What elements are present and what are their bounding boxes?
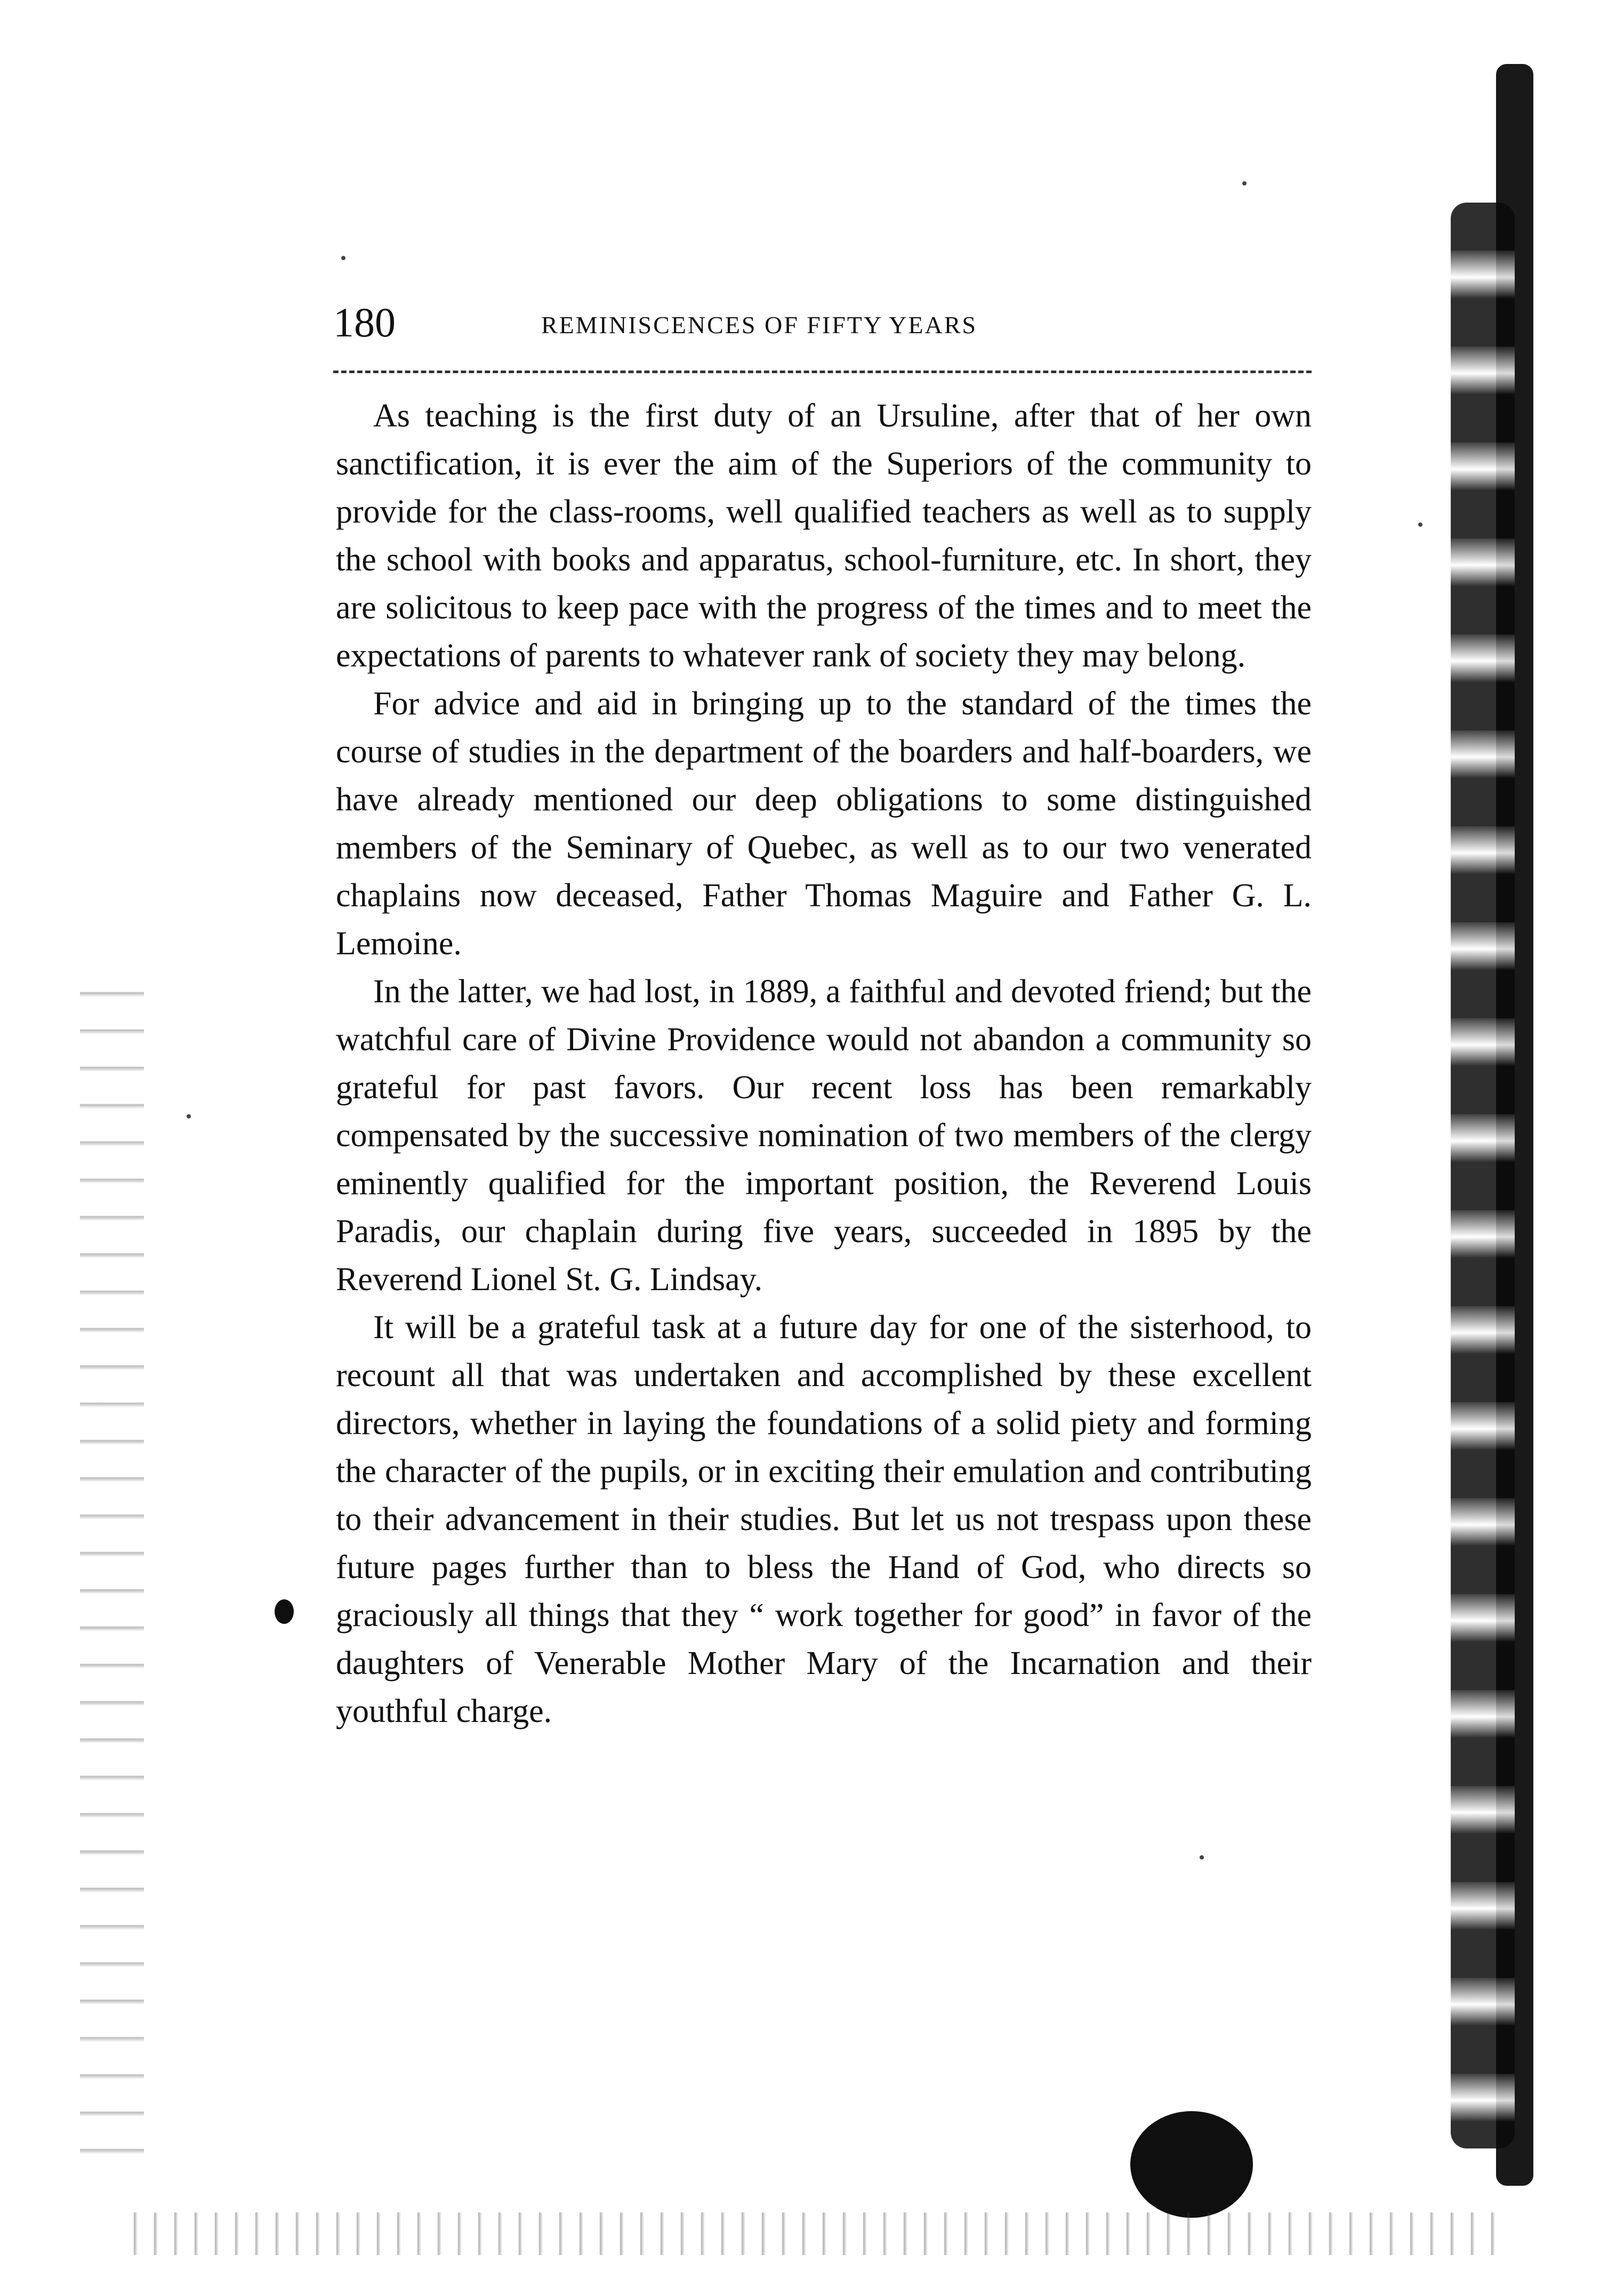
scan-edge-noise [80, 960, 144, 2186]
page-number: 180 [333, 299, 396, 345]
paragraph-4: It will be a grateful task at a future day for one of the sisterhood, to recount all that was undertaken and accomplished by these excellent directors, whether in laying the foundations of a solid piety and forming the character of the pupils, or in exciting their emulation and contributing to their advancement in their studies. But let us not trespass upon these future pages further than to bless the Hand of God, who directs so graciously all things that they “ work together for good” in favor of the daughters of Venerable Mother Mary of the Incarnation and their youthful charge. [336, 1309, 1312, 1729]
scan-speck [187, 1114, 191, 1118]
scan-speck [1418, 522, 1422, 527]
scan-speck [341, 256, 345, 260]
scan-speck [1242, 181, 1247, 186]
paragraph-1: As teaching is the first duty of an Ursuline, after that of her own sanctification, it is ever the aim of the Superiors of the community to provide for the class-rooms, well qualified teachers as well as to supply the school with books and apparatus, school-furniture, etc. In short, they are solicitous to keep pace with the progress of the times and to meet the expectations of parents to whatever rank of society they may belong. [336, 398, 1312, 674]
ink-blot-bottom [1130, 2111, 1253, 2218]
binding-shadow [1451, 203, 1515, 2148]
scan-speck [1200, 1855, 1204, 1860]
running-head: REMINISCENCES OF FIFTY YEARS [541, 311, 977, 339]
scan-bottom-noise [117, 2212, 1504, 2255]
paragraph-2: For advice and aid in bringing up to the standard of the times the course of studies in the department of the boarders and half-boarders, we have already mentioned our deep obligations to some distinguished members of the Seminary of Quebec, as well as to our two venerated chaplains now deceased, Father Thomas Maguire and Father G. L. Lemoine. [336, 686, 1312, 962]
page-header [333, 299, 1312, 347]
paragraph-3: In the latter, we had lost, in 1889, a faithful and devoted friend; but the watchful care of Divine Providence would not abandon a community so grateful for past favors. Our recent loss has been remarkably compensated by the successive nomination of two members of the clergy eminently qualified for the important position, the Reverend Louis Paradis, our chaplain during five years, succeeded in 1895 by the Reverend Lionel St. G. Lindsay. [336, 973, 1312, 1298]
header-rule [333, 371, 1312, 373]
body-text [336, 392, 1312, 1735]
ink-mark-left [275, 1599, 294, 1624]
